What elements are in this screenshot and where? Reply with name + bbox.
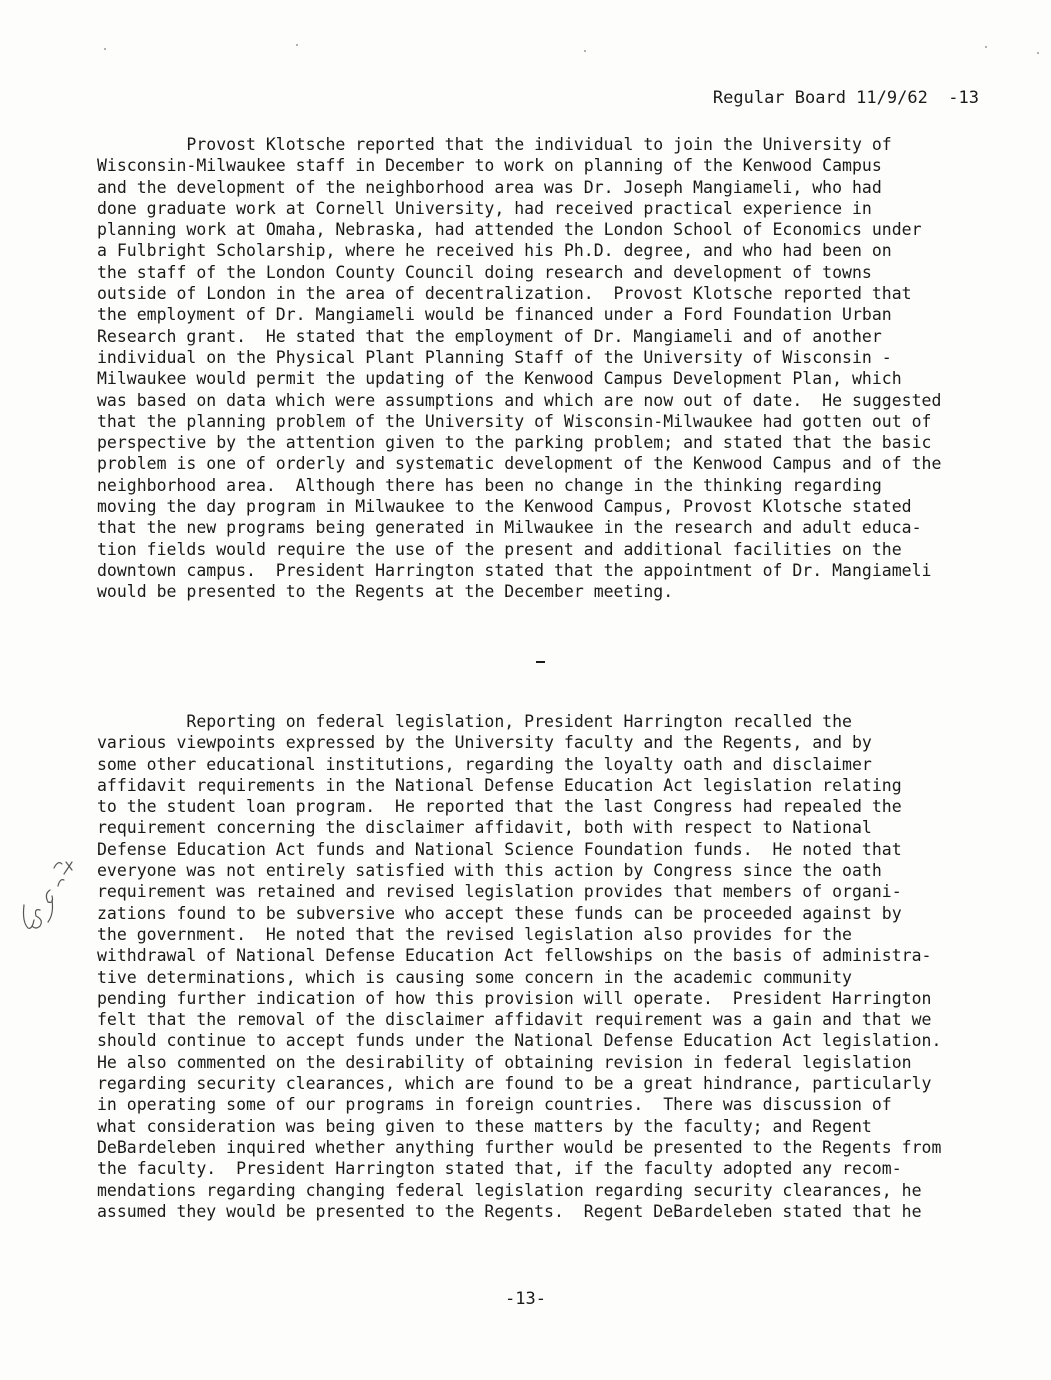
text-line: DeBardeleben inquired whether anything further would be presented to the Regents from	[97, 1137, 942, 1157]
text-line: that the planning problem of the University of Wisconsin-Milwaukee had gotten out of	[97, 411, 932, 431]
running-head: Regular Board 11/9/62 -13	[712, 88, 979, 108]
text-line: neighborhood area. Although there has been no change in the thinking regarding	[97, 475, 882, 495]
text-line: requirement concerning the disclaimer affidavit, both with respect to National	[97, 818, 872, 838]
text-line: a Fulbright Scholarship, where he received his Ph.D. degree, and who had been on	[97, 241, 892, 261]
text-line: mendations regarding changing federal legislation regarding security clearances, he	[97, 1180, 922, 1200]
text-line: would be presented to the Regents at the December meeting.	[97, 582, 674, 602]
text-line: problem is one of orderly and systematic development of the Kenwood Campus and of the	[97, 454, 942, 474]
text-line: regarding security clearances, which are found to be a great hindrance, particularly	[97, 1074, 932, 1094]
text-line: was based on data which were assumptions and which are now out of date. He suggested	[97, 390, 942, 410]
text-line: various viewpoints expressed by the University faculty and the Regents, and by	[97, 733, 872, 753]
text-line: Provost Klotsche reported that the individual to join the University of	[97, 135, 892, 154]
text-line: some other educational institutions, regarding the loyalty oath and disclaimer	[97, 754, 872, 774]
text-line: moving the day program in Milwaukee to the Kenwood Campus, Provost Klotsche stated	[97, 497, 912, 517]
text-line: Defense Education Act funds and National Science Foundation funds. He noted that	[97, 839, 902, 859]
page-number: -13-	[505, 1289, 546, 1309]
text-line: perspective by the attention given to the parking problem; and stated that the basic	[97, 433, 932, 453]
text-line: outside of London in the area of decentralization. Provost Klotsche reported that	[97, 284, 912, 304]
text-line: Reporting on federal legislation, President Harrington recalled the	[97, 712, 852, 731]
text-line: felt that the removal of the disclaimer affidavit requirement was a gain and that we	[97, 1010, 932, 1030]
text-line: and the development of the neighborhood area was Dr. Joseph Mangiameli, who had	[97, 177, 882, 197]
text-line: Research grant. He stated that the employment of Dr. Mangiameli and of another	[97, 326, 882, 346]
text-line: downtown campus. President Harrington stated that the appointment of Dr. Mangiameli	[97, 560, 932, 580]
text-line: planning work at Omaha, Nebraska, had attended the London School of Economics under	[97, 220, 922, 240]
text-line: what consideration was being given to these matters by the faculty; and Regent	[97, 1116, 872, 1136]
text-line: Wisconsin-Milwaukee staff in December to work on planning of the Kenwood Campus	[97, 156, 882, 176]
text-line: tive determinations, which is causing some concern in the academic community	[97, 967, 852, 987]
text-line: individual on the Physical Plant Planning Staff of the University of Wisconsin -	[97, 347, 892, 367]
text-line: pending further indication of how this provision will operate. President Harrington	[97, 988, 932, 1008]
text-line: requirement was retained and revised legislation provides that members of organi-	[97, 882, 902, 902]
text-line: assumed they would be presented to the Regents. Regent DeBardeleben stated that he	[97, 1201, 922, 1221]
text-line: done graduate work at Cornell University, had received practical experience in	[97, 198, 872, 218]
handwritten-margin-note	[14, 850, 84, 940]
text-line: tion fields would require the use of the present and additional facilities on the	[97, 539, 902, 559]
text-line: withdrawal of National Defense Education Act fellowships on the basis of administra-	[97, 946, 932, 966]
text-line: in operating some of our programs in foreign countries. There was discussion of	[97, 1095, 892, 1115]
text-line: affidavit requirements in the National Defense Education Act legislation relating	[97, 775, 902, 795]
section-separator	[536, 661, 545, 663]
text-line: the employment of Dr. Mangiameli would be financed under a Ford Foundation Urban	[97, 305, 892, 325]
text-line: the government. He noted that the revised legislation also provides for the	[97, 924, 852, 944]
paragraph-federal-legislation	[97, 711, 1017, 1222]
text-line: everyone was not entirely satisfied with this action by Congress since the oath	[97, 861, 882, 881]
text-line: to the student loan program. He reported that the last Congress had repealed the	[97, 797, 902, 817]
paragraph-provost-report	[97, 134, 1017, 603]
text-line: zations found to be subversive who accept these funds can be proceeded against by	[97, 903, 902, 923]
text-line: that the new programs being generated in Milwaukee in the research and adult educa-	[97, 518, 922, 538]
text-line: Milwaukee would permit the updating of the Kenwood Campus Development Plan, which	[97, 369, 902, 389]
text-line: should continue to accept funds under the National Defense Education Act legislation.	[97, 1031, 942, 1051]
text-line: the staff of the London County Council doing research and development of towns	[97, 262, 872, 282]
text-line: He also commented on the desirability of obtaining revision in federal legislation	[97, 1052, 912, 1072]
text-line: the faculty. President Harrington stated that, if the faculty adopted any recom-	[97, 1159, 902, 1179]
